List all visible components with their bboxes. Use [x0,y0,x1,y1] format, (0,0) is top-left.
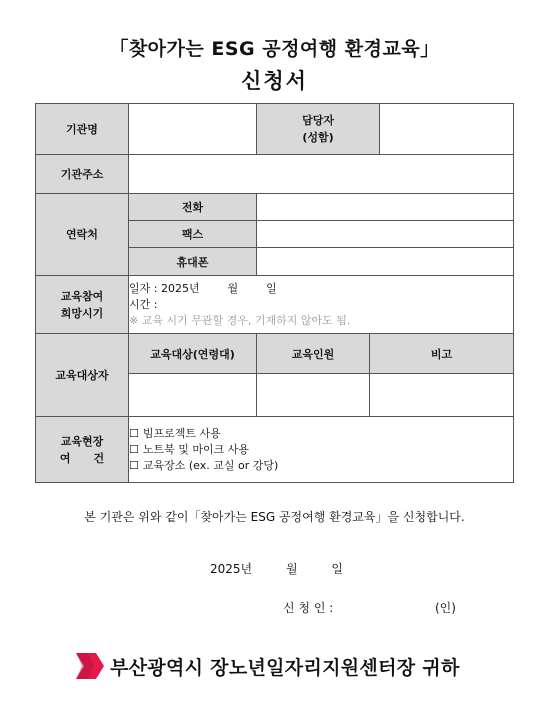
wish-period-label [36,276,129,334]
site-option-label: 교육장소 (ex. 교실 or 강당) [142,458,279,472]
site-option-label: 빔프로젝트 사용 [142,426,221,440]
wish-label-line1: 교육참여 [60,289,104,303]
recipient-text: 부산광역시 장노년일자리지원센터장 귀하 [110,656,460,679]
site-option-laptop-mic[interactable] [129,442,513,458]
checkbox-icon[interactable]: ☐ [129,442,139,456]
site-option-label: 노트북 및 마이크 사용 [142,442,249,456]
checkbox-icon[interactable]: ☐ [129,458,139,472]
wish-label-line2: 희망시기 [60,306,104,320]
application-statement: 본 기관은 위와 같이「찾아가는 ESG 공정여행 환경교육」을 신청합니다. [84,510,465,524]
org-name-field[interactable] [129,104,257,155]
document-title: 「찾아가는 ESG 공정여행 환경교육」 [109,38,440,60]
application-date [210,560,343,577]
mobile-label: 휴대폰 [129,248,257,276]
document-subtitle: 신청서 [241,69,308,93]
brand-logo-icon [76,653,104,679]
target-age-field[interactable] [129,374,257,417]
site-label-line2: 여 건 [59,451,105,465]
target-count-field[interactable] [257,374,370,417]
site-conditions-label [36,417,129,483]
seal-mark: (인) [435,601,456,615]
target-label: 교육대상자 [36,334,129,417]
mobile-field[interactable] [257,248,514,276]
address-label: 기관주소 [36,155,129,194]
target-col-count: 교육인원 [257,334,370,374]
phone-field[interactable] [257,194,514,221]
wish-period-field[interactable] [129,276,514,334]
date-line: 일자 : 2025년 월 일 [129,281,277,295]
target-note-field[interactable] [370,374,514,417]
fax-label: 팩스 [129,221,257,248]
checkbox-icon[interactable]: ☐ [129,426,139,440]
application-form-table [35,103,514,483]
phone-label: 전화 [129,194,257,221]
date-month: 월 [285,562,298,576]
site-label-line1: 교육현장 [60,434,104,448]
fax-field[interactable] [257,221,514,248]
site-option-venue[interactable] [129,458,513,474]
time-note: ※ 교육 시기 무관할 경우, 기재하지 않아도 됨. [129,313,351,327]
target-col-age: 교육대상(연령대) [129,334,257,374]
site-conditions-options [129,417,514,483]
manager-label-line2: (성함) [302,131,334,144]
target-col-note: 비고 [370,334,514,374]
manager-label-line1: 담당자 [302,114,334,127]
date-day: 일 [331,562,343,576]
address-field[interactable] [129,155,514,194]
recipient-footer [76,653,460,679]
applicant-label: 신 청 인 : [283,601,334,615]
applicant-line [283,599,456,616]
manager-label [257,104,380,155]
time-line: 시간 : [129,297,158,311]
org-name-label: 기관명 [36,104,129,155]
manager-name-field[interactable] [380,104,514,155]
contact-label: 연락처 [36,194,129,276]
date-year: 2025년 [210,562,253,576]
site-option-projector[interactable] [129,426,513,442]
